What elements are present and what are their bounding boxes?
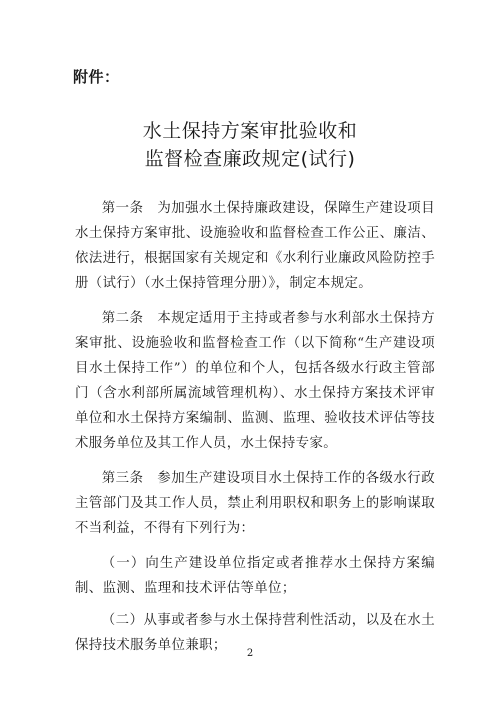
document-body bbox=[75, 196, 435, 665]
paragraph-item-2: （二）从事或者参与水土保持营利性活动，以及在水土保持技术服务单位兼职； bbox=[75, 613, 435, 653]
attachment-label: 附件： bbox=[73, 68, 120, 86]
document-title bbox=[0, 117, 500, 173]
title-line-1: 水土保持方案审批验收和 bbox=[142, 120, 358, 142]
paragraph-article-1: 第一条 为加强水土保持廉政建设，保障生产建设项目水土保持方案审批、设施验收和监督检查工作公正、廉洁、依法进行，根据国家有关规定和《水利行业廉政风险防控手册（试行）（水土保持管理分册）》，制定本规定。 bbox=[75, 201, 435, 291]
paragraph-article-2: 第二条 本规定适用于主持或者参与水利部水土保持方案审批、设施验收和监督检查工作（以下简称“生产建设项目水土保持工作”）的单位和个人，包括各级水行政主管部门（含水利部所属流域管理机构）、水土保持方案技术评审单位和水土保持方案编制、监测、监理、验收技术评估等技术服务单位及其工作人员，水土保持专家。 bbox=[75, 311, 435, 451]
paragraph-article-3: 第三条 参加生产建设项目水土保持工作的各级水行政主管部门及其工作人员，禁止利用职权和职务上的影响谋取不当利益，不得有下列行为： bbox=[75, 471, 435, 536]
page-number: 2 bbox=[246, 648, 254, 659]
title-line-2: 监督检查廉政规定(试行) bbox=[144, 148, 356, 170]
paragraph-item-1: （一）向生产建设单位指定或者推荐水土保持方案编制、监测、监理和技术评估等单位； bbox=[75, 556, 435, 596]
